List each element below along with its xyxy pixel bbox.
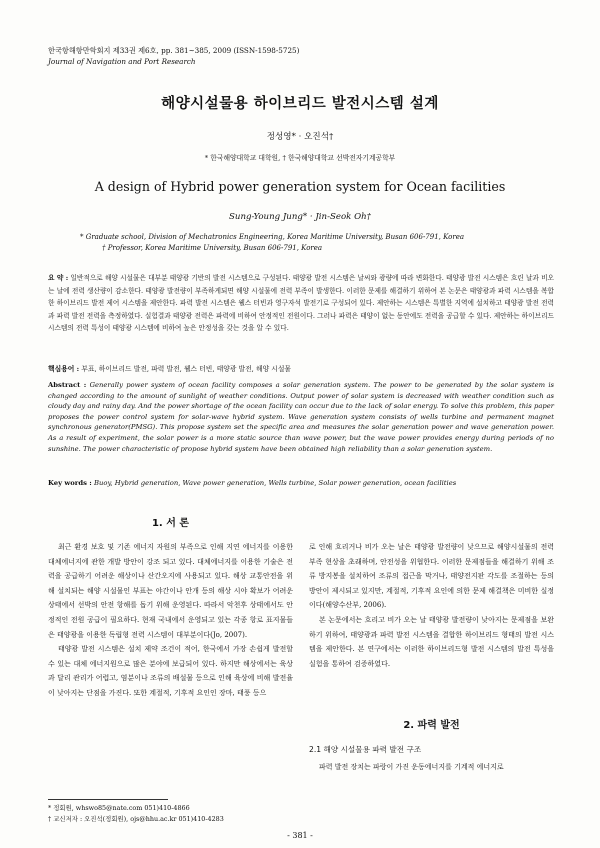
affiliation-english-line2: † Professor, Korea Maritime University, Busan 606-791, Korea xyxy=(102,244,323,252)
keywords-korean xyxy=(48,363,554,373)
affiliation-english xyxy=(80,232,540,254)
affiliation-korean: * 한국해양대학교 대학원, † 한국해양대학교 선박전자기계공학부 xyxy=(204,154,396,162)
intro-paragraph-4: 본 논문에서는 흐리고 비가 오는 날 태양광 발전량이 낮아지는 문제점을 보완하기 위하여, 태양광과 파력 발전 시스템을 결합한 하이브리드 형태의 발전 시스템을 제안한다. 본 연구에서는 이러한 하이브리드형 발전 시스템의 발전 특성을 실험을 통하여 검증하였다. xyxy=(309,615,554,668)
footnote-2: † 교신저자 : 오진석(정회원), ojs@hhu.ac.kr 051)410-4283 xyxy=(48,814,224,823)
footnote-divider xyxy=(48,799,168,800)
authors-english: Sung-Young Jung* · Jin-Seok Oh† xyxy=(229,212,371,222)
journal-citation: 한국항해항만학회지 제33권 제6호, pp. 381~385, 2009 (ISSN-1598-5725) xyxy=(48,46,300,55)
footnotes xyxy=(48,803,224,824)
abstract-korean-label: 요 약 : xyxy=(48,274,69,282)
keywords-korean-text: 부표, 하이브리드 발전, 파력 발전, 웰스 터빈, 태양광 발전, 해양 시설물 xyxy=(81,365,291,373)
intro-paragraph-1: 최근 환경 보호 및 기존 에너지 자원의 부족으로 인해 지연 에너지를 이용한 대체에너지에 관한 개발 방안이 강조 되고 있다. 대체에너지를 이용한 기술은 전력을 공급하기 어려운 해상이나 산간오지에 사용되고 있다. 해상 교통안전을 위해 설치되는 해양 시설물인 부표는 야간이나 안개 등의 해상 시야 확보가 어려운 상태에서 선박의 안전 항해를 돕기 위해 운영된다. 따라서 악천후 상태에서도 안정적인 전원 공급이 필요하다. 현재 국내에서 운영되고 있는 각종 항로 표지물들은 태양광을 이용한 독립형 전력 시스템이 대부분이다(Jo, 2007). xyxy=(48,543,293,639)
keywords-english-text: Buoy, Hybrid generation, Wave power generation, Wells turbine, Solar power generation, ocean facilities xyxy=(94,479,457,487)
title-english: A design of Hybrid power generation system for Ocean facilities xyxy=(94,179,506,194)
journal-name: Journal of Navigation and Port Research xyxy=(48,57,196,66)
abstract-english xyxy=(48,380,554,454)
section-heading-introduction: 1. 서 론 xyxy=(151,518,190,529)
wave-power-body xyxy=(309,760,554,775)
affiliation-english-line1: * Graduate school, Division of Mechatronics Engineering, Korea Maritime University, Busan 606-791, Korea xyxy=(80,233,465,241)
intro-paragraph-3: 로 인해 흐리거나 비가 오는 날은 태양광 발전량이 낮으므로 해양시설물의 전력 부족 현상을 초래하며, 안전성을 위협한다. 이러한 문제점들을 해결하기 위해 조류 방지봉을 설치하여 조류의 접근을 막거나, 태양전지판 각도를 조절하는 등의 방안이 제시되고 있지만, 계절적, 기후적 요인에 의한 문제 해결책은 미비한 실정이다(해양수산부, 2006). xyxy=(309,543,554,610)
journal-header xyxy=(48,45,299,67)
section-heading-wave-power: 2. 파력 발전 xyxy=(403,720,460,731)
abstract-korean-text: 일반적으로 해양 시설물은 대부분 태양광 기반의 발전 시스템으로 구성된다. 태양광 발전 시스템은 날씨와 광량에 따라 변화한다. 태양광 발전 시스템은 흐린 날과 비오는 날에 전력 생산량이 감소한다. 태양광 발전량이 부족하게되면 해양 시설물에 전력 부족이 발생한다. 이러한 문제를 해결하기 위하여 본 논문은 태양광과 파력 시스템을 복합한 하이브리드 발전 제어 시스템을 제안한다. 파력 발전 시스템은 웰스 터빈과 영구자석 발전기로 구성되어 있다. 제안하는 시스템은 특별한 지역에 설치하고 태양광 발전 전력과 파력 발전 전력을 측정하였다. 실험결과 태양광 전력은 파력에 비하여 안정적인 전원이다. 그러나 파력은 태양이 없는 동안에도 전력을 공급할 수 있다. 제안하는 하이브리드 시스템의 전력 특성이 태양광 시스템에 비하여 높은 안정성을 갖는 것을 알 수 있다. xyxy=(48,274,555,333)
abstract-english-text: Generally power system of ocean facility composes a solar generation system. The power to be generated by the solar system is changed according to the amount of sunlight of weather conditions. Output power of solar system is decreased with weather condition such as cloudy day and rainy day. And the power shortage of the ocean facility can occur due to the lack of solar energy. To solve this problem, this paper proposes the power control system for solar-wave hybrid system. Wave generation system consists of wells turbine and permanent magnet synchronous generator(PMSG). This propose system set the specific area and measures the solar generation power and wave generation power. As a result of experiment, the solar power is a more static source than wave power, but the wave power provides energy during periods of no sunshine. The power characteristic of propose hybrid system have been obtained high reliability than a solar generation system. xyxy=(48,381,554,453)
authors-korean: 정성영* · 오진석† xyxy=(266,132,334,142)
keywords-korean-label: 핵심용어 : xyxy=(48,365,80,373)
subsection-heading-2-1: 2.1 해양 시설물용 파력 발전 구조 xyxy=(309,745,422,754)
keywords-english xyxy=(48,479,554,487)
abstract-english-label: Abstract : xyxy=(48,381,87,389)
footnote-1: * 정회원, whswo85@nate.com 051)410-4866 xyxy=(48,804,190,812)
intro-paragraph-2: 태양광 발전 시스템은 설치 제약 조건이 적어, 한국에서 가장 손쉽게 발전할 수 있는 대체 에너지원으로 많은 분야에 보급되어 있다. 하지만 해상에서는 육상과 달리 관리가 어렵고, 염분이나 조류의 배설물 등으로 인해 육상에 비해 발전율이 낮아지는 단점을 가진다. 또한 계절적, 기후적 요인인 장마, 태풍 등으 xyxy=(48,645,293,697)
wave-power-paragraph-1: 파력 발전 장치는 파랑이 가진 운동에너지를 기계적 에너지로 xyxy=(319,763,504,771)
abstract-korean xyxy=(48,272,554,335)
right-column-body xyxy=(309,540,554,671)
keywords-english-label: Key words : xyxy=(48,479,92,487)
left-column-body xyxy=(48,540,293,701)
page-number: - 381 - xyxy=(287,831,313,840)
title-korean: 해양시설물용 하이브리드 발전시스템 설계 xyxy=(161,95,439,112)
